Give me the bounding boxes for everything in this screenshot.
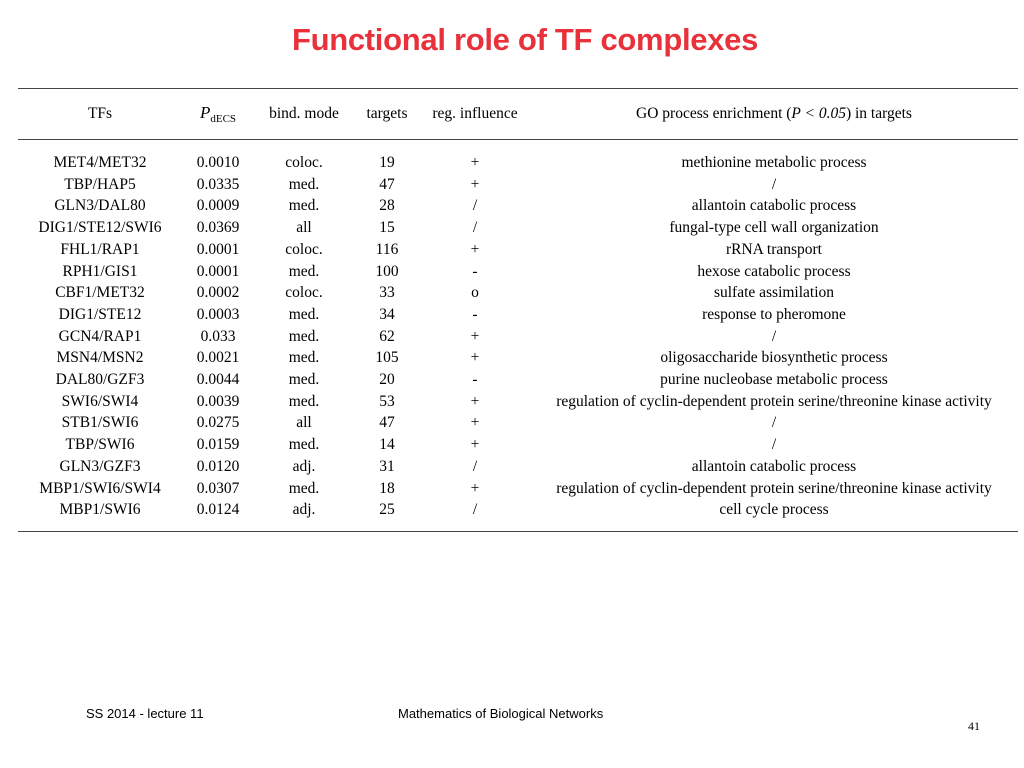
table-row	[18, 304, 1018, 326]
cell-reg-influence: +	[470, 414, 480, 432]
table-row	[18, 261, 1018, 283]
cell-p-decs: 0.0307	[196, 479, 240, 497]
cell-reg-influence: +	[470, 240, 480, 258]
cell-tfs: GCN4/RAP1	[58, 327, 142, 345]
table-body	[18, 152, 1018, 521]
header-tfs: TFs	[87, 105, 113, 123]
cell-bind-mode: med.	[288, 349, 320, 367]
cell-bind-mode: all	[296, 414, 312, 432]
table-row	[18, 239, 1018, 261]
cell-targets: 105	[375, 349, 399, 367]
table-row	[18, 326, 1018, 348]
table-row	[18, 434, 1018, 456]
cell-p-decs: 0.0369	[196, 219, 240, 237]
cell-bind-mode: adj.	[292, 501, 316, 519]
cell-p-decs: 0.0002	[196, 284, 240, 302]
cell-go-process: oligosaccharide biosynthetic process	[660, 349, 888, 367]
table-header	[18, 103, 1018, 125]
header-p-decs	[182, 103, 254, 125]
cell-tfs: MSN4/MSN2	[56, 349, 144, 367]
cell-bind-mode: med.	[288, 305, 320, 323]
table-bottom-rule	[18, 531, 1018, 532]
cell-targets: 116	[375, 240, 399, 258]
table-row	[18, 217, 1018, 239]
cell-targets: 62	[379, 327, 395, 345]
cell-p-decs: 0.0010	[196, 154, 240, 171]
cell-tfs: MET4/MET32	[53, 154, 147, 171]
cell-reg-influence: +	[470, 327, 480, 345]
header-go-condition: P < 0.05	[791, 105, 846, 123]
cell-targets: 28	[379, 197, 395, 215]
cell-p-decs: 0.033	[200, 327, 236, 345]
header-row	[18, 103, 1018, 125]
table-row	[18, 369, 1018, 391]
table-row	[18, 478, 1018, 500]
cell-go-process: cell cycle process	[719, 501, 829, 519]
cell-go-process: allantoin catabolic process	[691, 457, 857, 475]
cell-p-decs: 0.0003	[196, 305, 240, 323]
cell-reg-influence: -	[472, 305, 478, 323]
cell-go-process: methionine metabolic process	[681, 154, 867, 171]
cell-p-decs: 0.0001	[196, 262, 240, 280]
cell-tfs: TBP/HAP5	[64, 175, 136, 193]
cell-targets: 53	[379, 392, 395, 410]
cell-targets: 34	[379, 305, 395, 323]
cell-go-process: hexose catabolic process	[697, 262, 851, 280]
cell-go-process: /	[771, 414, 777, 432]
slide-title: Functional role of TF complexes	[291, 22, 759, 57]
cell-p-decs: 0.0335	[196, 175, 240, 193]
header-targets: targets	[366, 105, 408, 123]
cell-go-process: purine nucleobase metabolic process	[660, 371, 888, 389]
cell-bind-mode: coloc.	[285, 154, 323, 171]
cell-bind-mode: med.	[288, 392, 320, 410]
cell-tfs: MBP1/SWI6	[59, 501, 141, 519]
cell-targets: 25	[379, 501, 395, 519]
cell-bind-mode: coloc.	[285, 240, 323, 258]
cell-go-process: response to pheromone	[702, 305, 846, 323]
table-row	[18, 195, 1018, 217]
footer-lecture: SS 2014 - lecture 11	[86, 706, 204, 721]
table-header-rule	[18, 139, 1018, 140]
cell-bind-mode: med.	[288, 175, 320, 193]
cell-tfs: DIG1/STE12	[58, 305, 142, 323]
header-bind-mode: bind. mode	[269, 105, 339, 123]
cell-go-process: allantoin catabolic process	[691, 197, 857, 215]
cell-reg-influence: +	[470, 479, 480, 497]
cell-p-decs: 0.0120	[196, 457, 240, 475]
header-reg-influence: reg. influence	[432, 105, 518, 123]
cell-p-decs: 0.0039	[196, 392, 240, 410]
cell-tfs: STB1/SWI6	[61, 414, 139, 432]
cell-p-decs: 0.0275	[196, 414, 240, 432]
cell-p-decs: 0.0021	[196, 349, 240, 367]
cell-bind-mode: med.	[288, 197, 320, 215]
cell-go-process: rRNA transport	[725, 240, 822, 258]
cell-go-process: regulation of cyclin-dependent protein serine/threonine kinase activity	[556, 479, 992, 497]
cell-p-decs: 0.0001	[196, 240, 240, 258]
cell-bind-mode: adj.	[292, 457, 316, 475]
table-row	[18, 391, 1018, 413]
cell-targets: 100	[375, 262, 399, 280]
cell-reg-influence: /	[472, 197, 478, 215]
cell-reg-influence: +	[470, 154, 480, 171]
header-go-enrichment	[530, 103, 1018, 125]
cell-targets: 19	[379, 154, 395, 171]
table-row	[18, 499, 1018, 521]
page-number: 41	[968, 719, 980, 733]
cell-targets: 47	[379, 414, 395, 432]
table-row	[18, 152, 1018, 174]
cell-go-process: /	[771, 436, 777, 454]
table-row	[18, 456, 1018, 478]
header-go-suffix: ) in targets	[845, 105, 912, 123]
cell-targets: 33	[379, 284, 395, 302]
footer-course: Mathematics of Biological Networks	[398, 706, 604, 721]
cell-go-process: /	[771, 175, 777, 193]
tf-complex-table	[18, 152, 1018, 521]
table-row	[18, 347, 1018, 369]
cell-bind-mode: med.	[288, 327, 320, 345]
header-p-symbol: P	[199, 103, 211, 122]
cell-bind-mode: med.	[288, 371, 320, 389]
cell-reg-influence: +	[470, 436, 480, 454]
cell-tfs: GLN3/DAL80	[54, 197, 146, 215]
header-go-prefix: GO process enrichment (	[636, 105, 792, 123]
cell-reg-influence: -	[472, 371, 478, 389]
cell-targets: 31	[379, 457, 395, 475]
cell-bind-mode: coloc.	[285, 284, 323, 302]
table-row	[18, 412, 1018, 434]
cell-p-decs: 0.0009	[196, 197, 240, 215]
cell-go-process: fungal-type cell wall organization	[669, 219, 879, 237]
cell-go-process: /	[771, 327, 777, 345]
cell-reg-influence: o	[471, 284, 479, 302]
cell-tfs: DIG1/STE12/SWI6	[38, 219, 162, 237]
cell-reg-influence: -	[472, 262, 478, 280]
cell-p-decs: 0.0159	[196, 436, 240, 454]
cell-reg-influence: +	[470, 392, 480, 410]
cell-reg-influence: +	[470, 349, 480, 367]
cell-targets: 18	[379, 479, 395, 497]
cell-targets: 14	[379, 436, 395, 454]
cell-p-decs: 0.0044	[196, 371, 240, 389]
cell-targets: 15	[379, 219, 395, 237]
cell-go-process: sulfate assimilation	[713, 284, 835, 302]
table-row	[18, 282, 1018, 304]
cell-tfs: RPH1/GIS1	[62, 262, 138, 280]
cell-bind-mode: all	[296, 219, 312, 237]
cell-tfs: CBF1/MET32	[55, 284, 145, 302]
cell-bind-mode: med.	[288, 262, 320, 280]
cell-tfs: DAL80/GZF3	[55, 371, 145, 389]
cell-go-process: regulation of cyclin-dependent protein serine/threonine kinase activity	[556, 392, 992, 410]
cell-tfs: FHL1/RAP1	[60, 240, 140, 258]
cell-reg-influence: /	[472, 501, 478, 519]
header-p-subscript: dECS	[210, 113, 237, 126]
cell-tfs: MBP1/SWI6/SWI4	[39, 479, 161, 497]
cell-tfs: TBP/SWI6	[65, 436, 135, 454]
table-row	[18, 174, 1018, 196]
cell-reg-influence: +	[470, 175, 480, 193]
cell-reg-influence: /	[472, 457, 478, 475]
cell-tfs: GLN3/GZF3	[59, 457, 141, 475]
cell-bind-mode: med.	[288, 479, 320, 497]
cell-targets: 20	[379, 371, 395, 389]
table-top-rule	[18, 88, 1018, 89]
cell-reg-influence: /	[472, 219, 478, 237]
cell-tfs: SWI6/SWI4	[61, 392, 139, 410]
cell-bind-mode: med.	[288, 436, 320, 454]
cell-p-decs: 0.0124	[196, 501, 240, 519]
cell-targets: 47	[379, 175, 395, 193]
